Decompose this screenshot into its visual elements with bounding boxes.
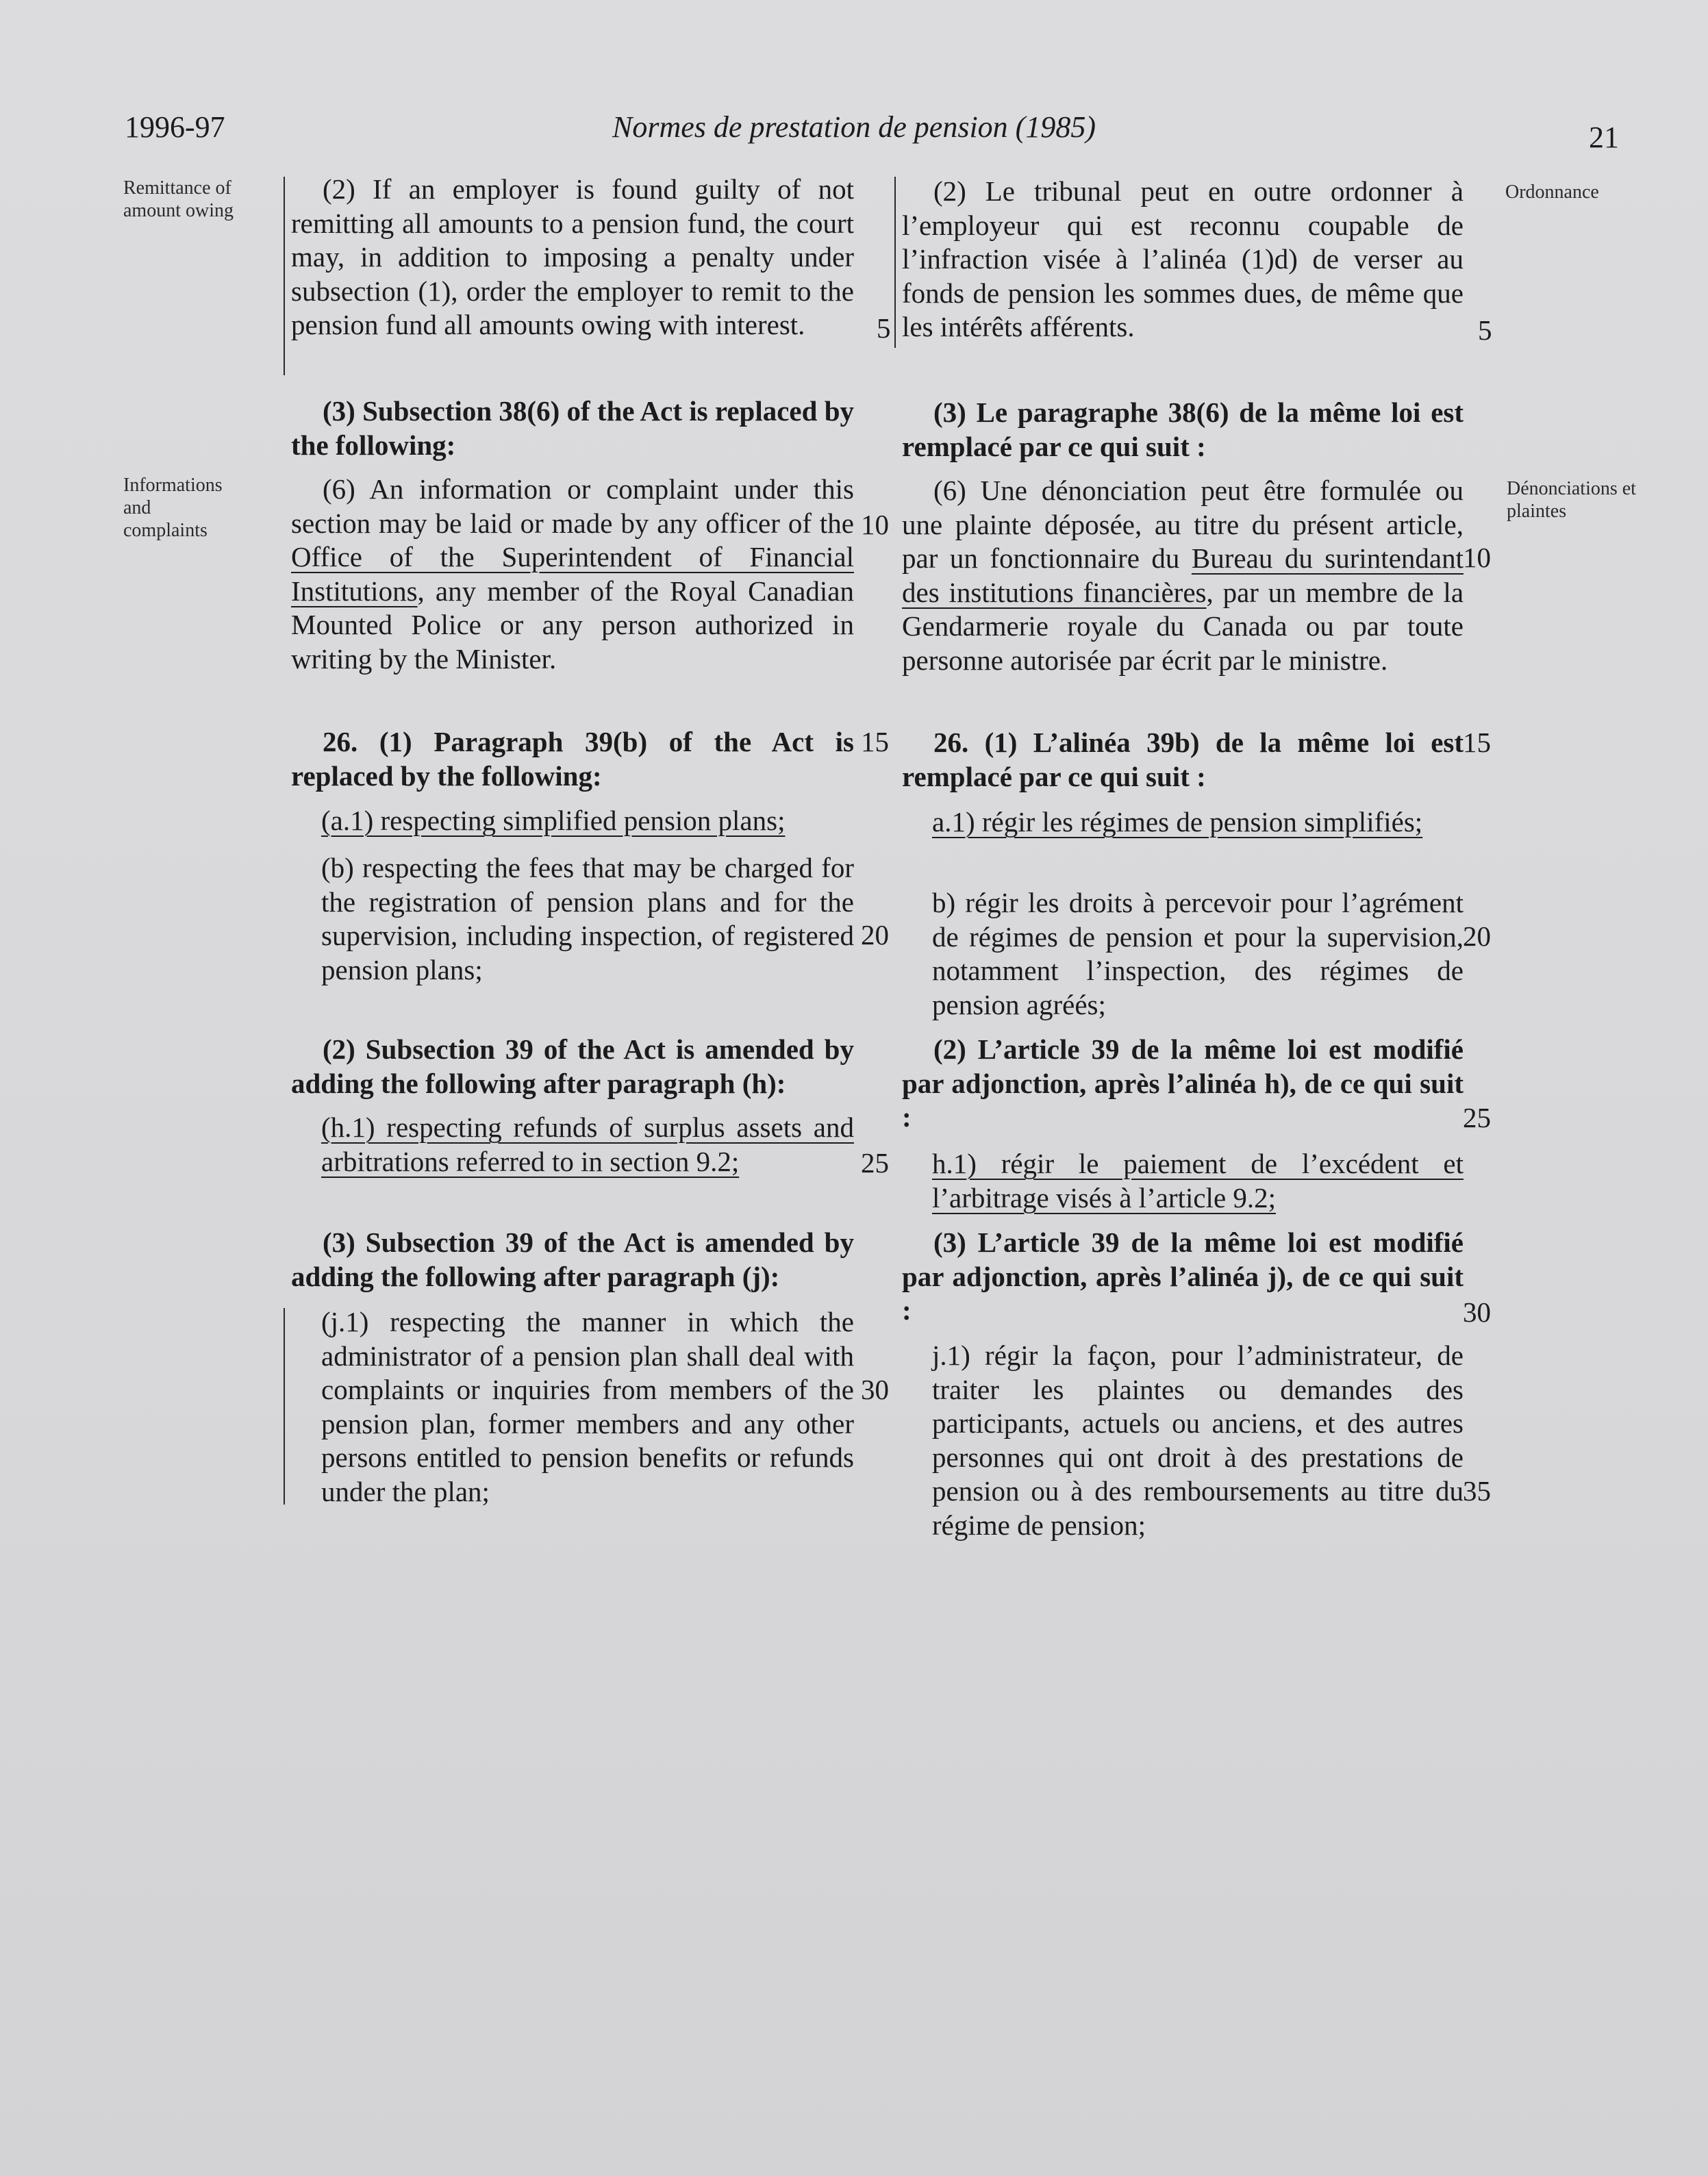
english-para-h1: (h.1) respecting refunds of surplus assets and arbitrations referred to in section 9.2; [321,1111,854,1177]
english-para-b: (b) respecting the fees that may be charged for the registration of pension plans and for the supervision, including inspection, of registered pension plans; [321,852,854,985]
french-para-a1: a.1) régir les régimes de pension simplifiés; [932,806,1423,838]
english-heading-26-3: (3) Subsection 39 of the Act is amended by adding the following after paragraph (j): [291,1227,854,1292]
line-number-en-30: 30 [861,1374,889,1405]
margin-note-denonciations: Dénonciations et plaintes [1507,478,1636,522]
margin-note-informations: Informations and complaints [123,475,223,541]
line-number-fr-15: 15 [1463,727,1491,758]
french-para-j1: j.1) régir la façon, pour l’administrateur, de traiter les plaintes ou demandes des participants, actuels ou anciens, et des autres personnes qui ont droit à des prestations de pension ou à des remboursements au titre du régime de pension; [932,1340,1464,1541]
english-para-a1: (a.1) respecting simplified pension plans; [321,805,786,836]
change-bar-right-1 [894,177,896,348]
line-number-en-20: 20 [861,919,889,951]
line-number-fr-5: 5 [1478,314,1492,346]
english-heading-26-1: 26. (1) Paragraph 39(b) of the Act is replaced by the following: [291,726,854,792]
line-number-fr-35: 35 [1463,1475,1491,1507]
header-title: Normes de prestation de pension (1985) [612,110,1096,144]
change-bar-left-1 [284,177,285,375]
line-number-fr-30: 30 [1463,1296,1491,1328]
line-number-en-15: 15 [861,726,889,757]
line-number-fr-20: 20 [1463,920,1491,952]
french-para-b: b) régir les droits à percevoir pour l’agrément de régimes de pension et pour la supervision, notamment l’inspection, des régimes de pension agréés; [932,887,1464,1020]
change-bar-left-2 [284,1308,285,1505]
french-heading-26-3: (3) L’article 39 de la même loi est modifié par adjonction, après l’alinéa j), de ce qui suit : [902,1227,1464,1326]
line-number-fr-10: 10 [1463,542,1491,573]
english-p2: (6) An information or complaint under this section may be laid or made by any officer of the Office of the Superintendent of Financial Institutions, any member of the Royal Canadian Mounted Police or any person authorized in writing by the Minister. [291,473,854,675]
english-para-j1: (j.1) respecting the manner in which the administrator of a pension plan shall deal with complaints or inquiries from members of the pension plan, former members and any other persons entitled to pension benefits or refunds under the plan; [321,1306,854,1507]
page-number: 21 [1589,121,1619,154]
french-heading-38-6: (3) Le paragraphe 38(6) de la même loi est remplacé par ce qui suit : [902,397,1464,462]
line-number-fr-25: 25 [1463,1102,1491,1133]
french-para-h1: h.1) régir le paiement de l’excédent et l’arbitrage visés à l’article 9.2; [932,1148,1464,1214]
english-p1: (2) If an employer is found guilty of not remitting all amounts to a pension fund, the court may, in addition to imposing a penalty under subsection (1), order the employer to remit to the pension fund all amounts owing with interest. [291,173,854,340]
line-number-en-25: 25 [861,1147,889,1179]
french-heading-26-2: (2) L’article 39 de la même loi est modifié par adjonction, après l’alinéa h), de ce qui suit : [902,1033,1464,1133]
french-p1: (2) Le tribunal peut en outre ordonner à l’employeur qui est reconnu coupable de l’infraction visée à l’alinéa (1)d) de verser au fonds de pension les sommes dues, de même que les intérêts afférents. [902,175,1464,342]
line-number-en-10: 10 [861,509,889,540]
english-heading-38-6: (3) Subsection 38(6) of the Act is replaced by the following: [291,395,854,461]
header-year: 1996-97 [125,110,225,144]
english-heading-26-2: (2) Subsection 39 of the Act is amended by adding the following after paragraph (h): [291,1033,854,1099]
margin-note-remittance: Remittance of amount owing [123,177,234,221]
margin-note-ordonnance: Ordonnance [1505,181,1599,203]
line-number-en-5: 5 [877,312,891,344]
french-heading-26-1: 26. (1) L’alinéa 39b) de la même loi est remplacé par ce qui suit : [902,727,1464,792]
french-p2: (6) Une dénonciation peut être formulée ou une plainte déposée, au titre du présent article, par un fonctionnaire du Bureau du surintendant des institutions financières, par un membre de la Gendarmerie royale du Canada ou par toute personne autorisée par écrit par le ministre. [902,475,1464,676]
